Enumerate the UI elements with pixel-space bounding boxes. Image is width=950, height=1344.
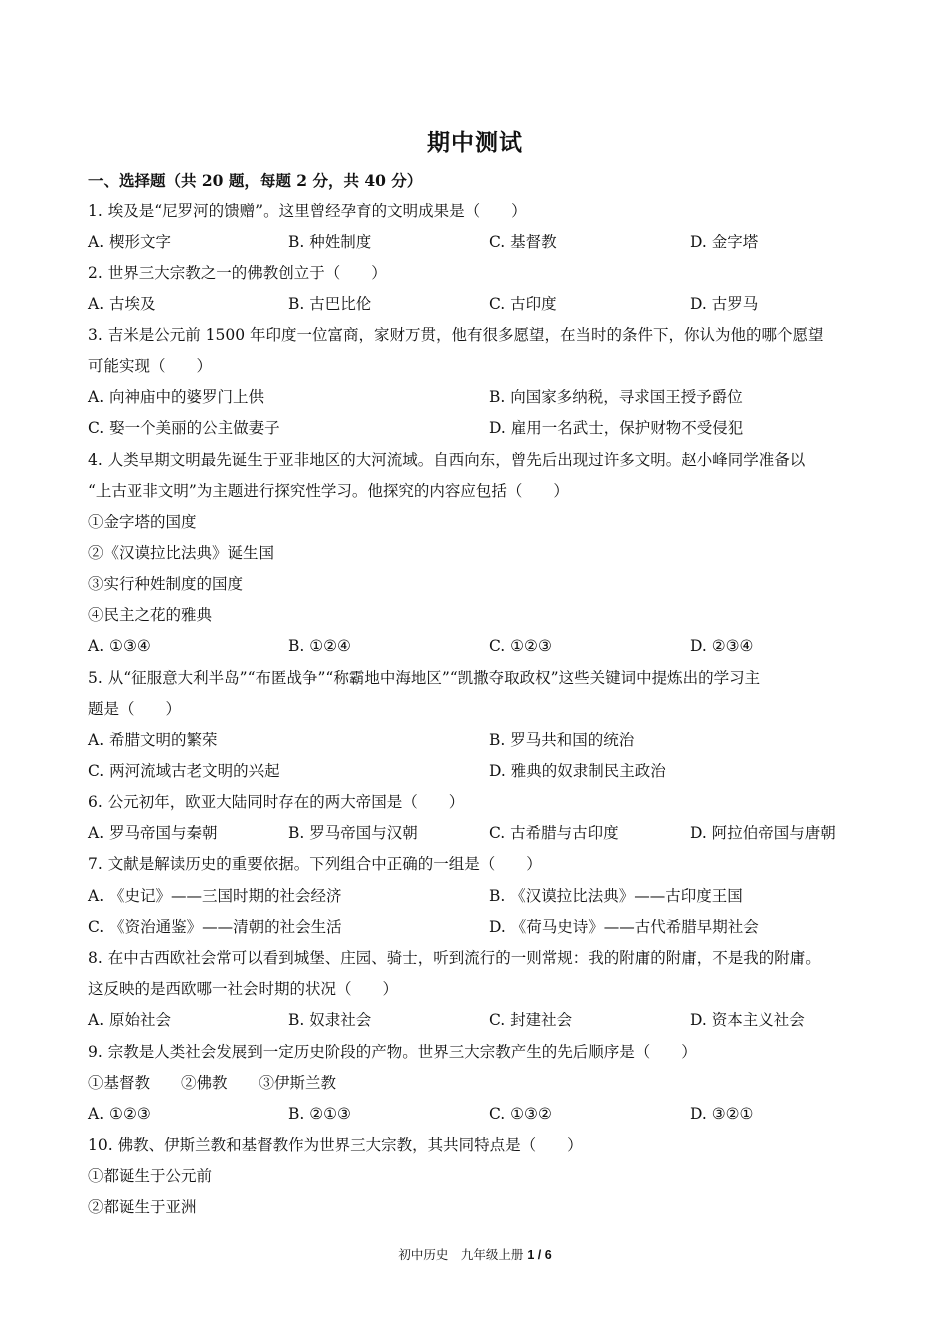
q1-option-b: B. 种姓制度 bbox=[288, 233, 372, 251]
q4-item-4: ④民主之花的雅典 bbox=[88, 606, 213, 624]
q4-option-a: A. ①③④ bbox=[88, 637, 151, 655]
question-1-stem: 1. 埃及是“尼罗河的馈赠”。这里曾经孕育的文明成果是（ ） bbox=[88, 202, 527, 220]
q8-option-c: C. 封建社会 bbox=[489, 1011, 573, 1029]
section-heading: 一、选择题（共 20 题，每题 2 分，共 40 分） bbox=[88, 171, 423, 190]
question-6-stem: 6. 公元初年，欧亚大陆同时存在的两大帝国是（ ） bbox=[88, 793, 465, 811]
page-title: 期中测试 bbox=[427, 129, 523, 156]
question-3-stem-cont: 可能实现（ ） bbox=[88, 357, 213, 375]
q9-option-c: C. ①③② bbox=[489, 1105, 552, 1123]
q6-option-a: A. 罗马帝国与秦朝 bbox=[88, 824, 218, 842]
q3-option-a: A. 向神庙中的婆罗门上供 bbox=[88, 388, 265, 406]
q7-option-a: A. 《史记》——三国时期的社会经济 bbox=[88, 887, 342, 905]
q7-option-d: D. 《荷马史诗》——古代希腊早期社会 bbox=[489, 918, 759, 936]
q4-option-c: C. ①②③ bbox=[489, 637, 552, 655]
q9-items: ①基督教 ②佛教 ③伊斯兰教 bbox=[88, 1074, 337, 1092]
q5-option-a: A. 希腊文明的繁荣 bbox=[88, 731, 218, 749]
q8-option-d: D. 资本主义社会 bbox=[690, 1011, 805, 1029]
q2-option-a: A. 古埃及 bbox=[88, 295, 156, 313]
q7-option-c: C. 《资治通鉴》——清朝的社会生活 bbox=[88, 918, 342, 936]
q3-option-c: C. 娶一个美丽的公主做妻子 bbox=[88, 419, 280, 437]
q5-option-d: D. 雅典的奴隶制民主政治 bbox=[489, 762, 666, 780]
q8-option-a: A. 原始社会 bbox=[88, 1011, 172, 1029]
q3-option-d: D. 雇用一名武士，保护财物不受侵犯 bbox=[489, 419, 744, 437]
q5-option-c: C. 两河流域古老文明的兴起 bbox=[88, 762, 280, 780]
q4-item-1: ①金字塔的国度 bbox=[88, 513, 197, 531]
question-8-stem: 8. 在中古西欧社会常可以看到城堡、庄园、骑士，听到流行的一则常规：我的附庸的附庸，不是我的附庸。 bbox=[88, 949, 821, 967]
question-4-stem: 4. 人类早期文明最先诞生于亚非地区的大河流域。自西向东，曾先后出现过许多文明。赵小峰同学准备以 bbox=[88, 451, 806, 469]
q2-option-c: C. 古印度 bbox=[489, 295, 557, 313]
q4-item-2: ②《汉谟拉比法典》诞生国 bbox=[88, 544, 275, 562]
page-number: 1 / 6 bbox=[527, 1248, 552, 1262]
q6-option-d: D. 阿拉伯帝国与唐朝 bbox=[690, 824, 836, 842]
page-footer bbox=[0, 1245, 950, 1263]
q1-option-a: A. 楔形文字 bbox=[88, 233, 172, 251]
q9-option-d: D. ③②① bbox=[690, 1105, 754, 1123]
question-8-stem-cont: 这反映的是西欧哪一社会时期的状况（ ） bbox=[88, 980, 399, 998]
question-5-stem-cont: 题是（ ） bbox=[88, 700, 182, 718]
question-5-stem: 5. 从“征服意大利半岛”“布匿战争”“称霸地中海地区”“凯撒夺取政权”这些关键词中提炼出的学习主 bbox=[88, 669, 761, 687]
q9-option-a: A. ①②③ bbox=[88, 1105, 151, 1123]
question-4-stem-cont: “上古亚非文明”为主题进行探究性学习。他探究的内容应包括（ ） bbox=[88, 482, 569, 500]
q10-item-2: ②都诞生于亚洲 bbox=[88, 1198, 197, 1216]
q5-option-b: B. 罗马共和国的统治 bbox=[489, 731, 635, 749]
q2-option-b: B. 古巴比伦 bbox=[288, 295, 372, 313]
q7-option-b: B. 《汉谟拉比法典》——古印度王国 bbox=[489, 887, 743, 905]
q6-option-c: C. 古希腊与古印度 bbox=[489, 824, 619, 842]
question-2-stem: 2. 世界三大宗教之一的佛教创立于（ ） bbox=[88, 264, 387, 282]
question-7-stem: 7. 文献是解读历史的重要依据。下列组合中正确的一组是（ ） bbox=[88, 855, 542, 873]
question-3-stem: 3. 吉米是公元前 1500 年印度一位富商，家财万贯，他有很多愿望，在当时的条件下，你认为他的哪个愿望 bbox=[88, 326, 824, 344]
q2-option-d: D. 古罗马 bbox=[690, 295, 759, 313]
q9-option-b: B. ②①③ bbox=[288, 1105, 351, 1123]
question-10-stem: 10. 佛教、伊斯兰教和基督教作为世界三大宗教，其共同特点是（ ） bbox=[88, 1136, 583, 1154]
q3-option-b: B. 向国家多纳税，寻求国王授予爵位 bbox=[489, 388, 743, 406]
q8-option-b: B. 奴隶社会 bbox=[288, 1011, 372, 1029]
q10-item-1: ①都诞生于公元前 bbox=[88, 1167, 213, 1185]
question-9-stem: 9. 宗教是人类社会发展到一定历史阶段的产物。世界三大宗教产生的先后顺序是（ ） bbox=[88, 1043, 697, 1061]
q4-option-d: D. ②③④ bbox=[690, 637, 754, 655]
q1-option-c: C. 基督教 bbox=[489, 233, 557, 251]
footer-text: 初中历史 九年级上册 bbox=[398, 1247, 528, 1262]
q4-item-3: ③实行种姓制度的国度 bbox=[88, 575, 244, 593]
q6-option-b: B. 罗马帝国与汉朝 bbox=[288, 824, 418, 842]
q1-option-d: D. 金字塔 bbox=[690, 233, 759, 251]
q4-option-b: B. ①②④ bbox=[288, 637, 351, 655]
